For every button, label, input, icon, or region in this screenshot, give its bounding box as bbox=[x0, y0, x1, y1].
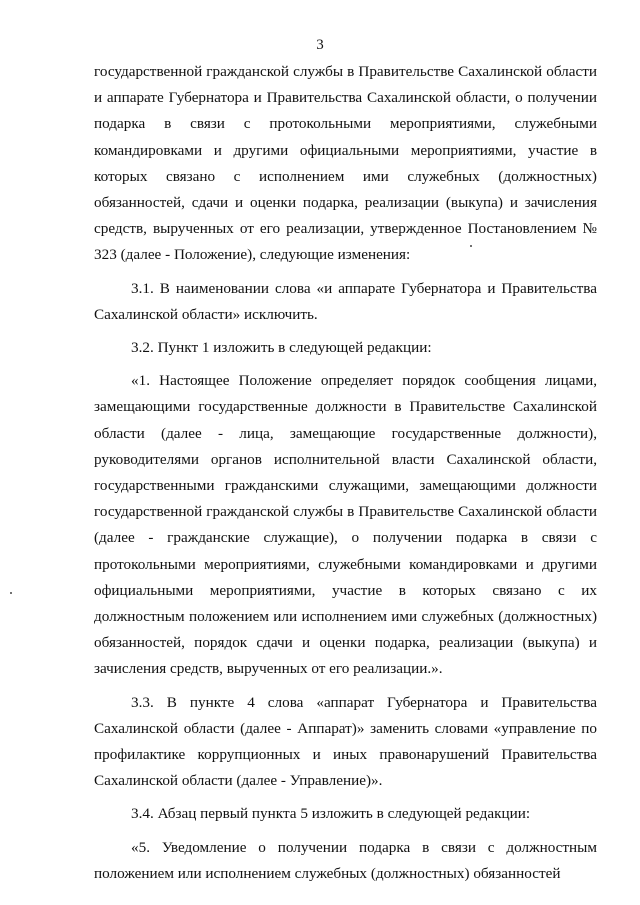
scan-speck bbox=[470, 245, 472, 247]
paragraph-3-4: 3.4. Абзац первый пункта 5 изложить в следующей редакции: bbox=[131, 805, 531, 823]
paragraph-3-1: 3.1. В наименовании слова «и аппарате Губернатора и Правительства Сахалинской области» исключить. bbox=[94, 279, 597, 323]
page-number: 3 bbox=[316, 37, 324, 53]
document-body bbox=[94, 59, 597, 887]
paragraph-3-3: 3.3. В пункте 4 слова «аппарат Губернатора и Правительства Сахалинской области (далее - Аппарат)» заменить словами «управление по профилактике коррупционных и иных правонарушений Правительства Сахалинской области (далее - Управление)». bbox=[94, 693, 597, 790]
paragraph-continuation: государственной гражданской службы в Правительстве Сахалинской области и аппарате Губернатора и Правительства Сахалинской области, о получении подарка в связи с протокольными мероприятиями, служебными командировками и другими официальными мероприятиями, участие в которых связано с исполнением ими служебных (должностных) обязанностей, сдачи и оценки подарка, реализации (выкупа) и зачисления средств, вырученных от его реализации, утвержденное Постановлением № 323 (далее - Положение), следующие изменения: bbox=[94, 63, 597, 264]
quoted-clause-1: «1. Настоящее Положение определяет порядок сообщения лицами, замещающими государственные должности в Правительстве Сахалинской области (далее - лица, замещающие государственные должности), руководителями органов исполнительной власти Сахалинской области, государственными гражданскими служащими, замещающими должности государственной гражданской службы в Правительстве Сахалинской области (далее - гражданские служащие), о получении подарка в связи с протокольными мероприятиями, служебными командировками и другими официальными мероприятиями, участие в которых связано с их должностным положением или исполнением ими служебных (должностных) обязанностей, порядок сдачи и оценки подарка, реализации (выкупа) и зачисления средств, вырученных от его реализации.». bbox=[94, 372, 597, 678]
quoted-clause-5: «5. Уведомление о получении подарка в связи с должностным положением или исполнением служебных (должностных) обязанностей bbox=[94, 838, 597, 882]
scan-speck bbox=[10, 592, 12, 594]
paragraph-3-2: 3.2. Пункт 1 изложить в следующей редакции: bbox=[131, 339, 432, 357]
